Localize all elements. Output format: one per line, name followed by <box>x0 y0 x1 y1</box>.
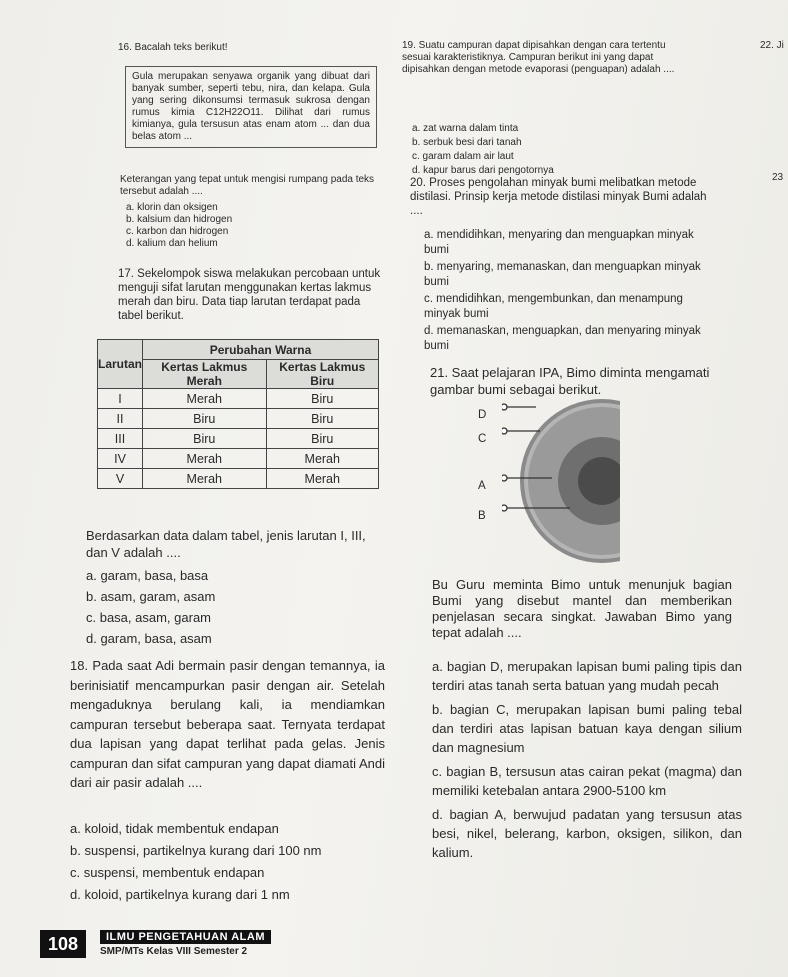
table-cell: Biru <box>266 389 378 409</box>
q21-option-a[interactable]: a. bagian D, merupakan lapisan bumi paling tipis dan terdiri atas tanah serta batuan yang mudah pecah <box>432 659 742 693</box>
q16-question: Keterangan yang tepat untuk mengisi rumpang pada teks tersebut adalah .... <box>120 174 375 197</box>
q16-option-a[interactable]: a. klorin dan oksigen <box>126 202 218 213</box>
q18-option-c[interactable]: c. suspensi, membentuk endapan <box>70 865 265 880</box>
table-cell: Merah <box>143 469 267 489</box>
q18-options <box>70 818 400 906</box>
footer-level: SMP/MTs Kelas VIII Semester 2 <box>100 946 248 957</box>
table-row <box>98 469 379 489</box>
q19-text: 19. Suatu campuran dapat dipisahkan dengan cara tertentu sesuai karakteristiknya. Campuran berikut ini yang dapat dipisahkan dengan metode evaporasi (penguapan) adalah .... <box>402 40 675 75</box>
q16-option-c[interactable]: c. karbon dan hidrogen <box>126 226 229 237</box>
table-row <box>98 429 379 449</box>
q17-table <box>97 339 379 489</box>
q23-fragment: 23 <box>772 172 784 183</box>
q22-fragment: 22. Ji <box>760 40 784 51</box>
q19-option-d[interactable]: d. kapur barus dari pengotornya <box>412 165 554 176</box>
q21-option-d[interactable]: d. bagian A, berwujud padatan yang tersusun atas besi, nikel, belerang, karbon, oksigen, silikon, dan kalium. <box>432 807 742 860</box>
table-cell: Biru <box>266 409 378 429</box>
earth-label-b: B <box>478 510 486 522</box>
table-header-lakmus-biru: Kertas Lakmus Biru <box>266 360 378 389</box>
q21-text: 21. Saat pelajaran IPA, Bimo diminta mengamati gambar bumi sebagai berikut. <box>430 365 710 397</box>
q16-option-b[interactable]: b. kalsium dan hidrogen <box>126 214 233 225</box>
q21-options <box>432 657 742 862</box>
table-cell: Merah <box>143 389 267 409</box>
q17-option-a[interactable]: a. garam, basa, basa <box>86 568 209 583</box>
table-header-lakmus-merah: Kertas Lakmus Merah <box>143 360 267 389</box>
earth-label-c: C <box>478 433 487 445</box>
q17-options <box>86 565 386 649</box>
q17-text: 17. Sekelompok siswa melakukan percobaan untuk menguji sifat larutan menggunakan kertas lakmus merah dan biru. Data tiap larutan terdapat pada tabel berikut. <box>118 268 381 322</box>
q20-option-b[interactable]: b. menyaring, memanaskan, dan menguapkan minyak bumi <box>424 261 701 288</box>
earth-label-d: D <box>478 409 487 421</box>
page-number: 108 <box>40 930 86 958</box>
q16-option-d[interactable]: d. kalium dan helium <box>126 238 218 249</box>
table-cell: I <box>98 389 143 409</box>
q19-option-c[interactable]: c. garam dalam air laut <box>412 151 514 162</box>
table-cell: Merah <box>143 449 267 469</box>
table-cell: Merah <box>266 449 378 469</box>
q16-passage: Gula merupakan senyawa organik yang dibuat dari banyak sumber, seperti tebu, nira, dan kelapa. Gula yang sering dikonsumsi termasuk sukrosa dengan rumus kimia C12H22O11. Dilihat dari rumus kimianya, gula tersusun atas enam atom ... dan dua belas atom ... <box>125 66 377 148</box>
q21-option-c[interactable]: c. bagian B, tersusun atas cairan pekat (magma) dan memiliki ketebalan antara 2900-5100 km <box>432 764 742 798</box>
q20-text: 20. Proses pengolahan minyak bumi melibatkan metode distilasi. Prinsip kerja metode distilasi minyak Bumi adalah .... <box>410 177 707 217</box>
q20-option-c[interactable]: c. mendidihkan, mengembunkan, dan menampung minyak bumi <box>424 293 683 320</box>
q18-option-d[interactable]: d. koloid, partikelnya kurang dari 1 nm <box>70 887 290 902</box>
table-header-larutan: Larutan <box>98 340 143 389</box>
footer-subject: ILMU PENGETAHUAN ALAM <box>100 930 271 944</box>
q20-options <box>424 228 704 354</box>
table-cell: Biru <box>143 409 267 429</box>
table-cell: Merah <box>266 469 378 489</box>
table-cell: Biru <box>143 429 267 449</box>
earth-cross-section <box>502 396 620 566</box>
q17-option-c[interactable]: c. basa, asam, garam <box>86 610 211 625</box>
q17-option-d[interactable]: d. garam, basa, asam <box>86 631 212 646</box>
q20-option-a[interactable]: a. mendidihkan, menyaring dan menguapkan minyak bumi <box>424 229 694 256</box>
q17-question: Berdasarkan data dalam tabel, jenis larutan I, III, dan V adalah .... <box>86 528 366 560</box>
table-cell: II <box>98 409 143 429</box>
q16-title: 16. Bacalah teks berikut! <box>118 42 228 53</box>
q18-option-b[interactable]: b. suspensi, partikelnya kurang dari 100 nm <box>70 843 322 858</box>
q16-options <box>126 202 376 250</box>
q21-question: Bu Guru meminta Bimo untuk menunjuk bagian Bumi yang disebut mantel dan memberikan penjelasan secara singkat. Jawaban Bimo yang tepat adalah .... <box>432 577 732 640</box>
table-row <box>98 389 379 409</box>
table-cell: IV <box>98 449 143 469</box>
table-row <box>98 409 379 429</box>
table-row <box>98 449 379 469</box>
q17-option-b[interactable]: b. asam, garam, asam <box>86 589 216 604</box>
earth-label-a: A <box>478 480 486 492</box>
q18-option-a[interactable]: a. koloid, tidak membentuk endapan <box>70 821 279 836</box>
q20-option-d[interactable]: d. memanaskan, menguapkan, dan menyaring minyak bumi <box>424 325 701 352</box>
table-cell: V <box>98 469 143 489</box>
earth-diagram <box>502 396 620 566</box>
table-header-perubahan-warna: Perubahan Warna <box>143 340 379 360</box>
q18-text: 18. Pada saat Adi bermain pasir dengan temannya, ia berinisiatif mencampurkan pasir dengan air. Setelah mengaduknya berulang kali, ia mendiamkan campuran tersebut beberapa saat. Ternyata terdapat dua lapisan yang dapat terlihat pada gelas. Jenis campuran dan sifat campuran yang dapat diamati Andi dari air pasir adalah .... <box>70 658 385 790</box>
q19-options <box>412 122 672 178</box>
table-cell: III <box>98 429 143 449</box>
q19-option-b[interactable]: b. serbuk besi dari tanah <box>412 137 522 148</box>
q21-option-b[interactable]: b. bagian C, merupakan lapisan bumi paling tebal dan terdiri atas lapisan batuan kaya dengan silium dan magnesium <box>432 702 742 755</box>
q19-option-a[interactable]: a. zat warna dalam tinta <box>412 123 519 134</box>
table-cell: Biru <box>266 429 378 449</box>
